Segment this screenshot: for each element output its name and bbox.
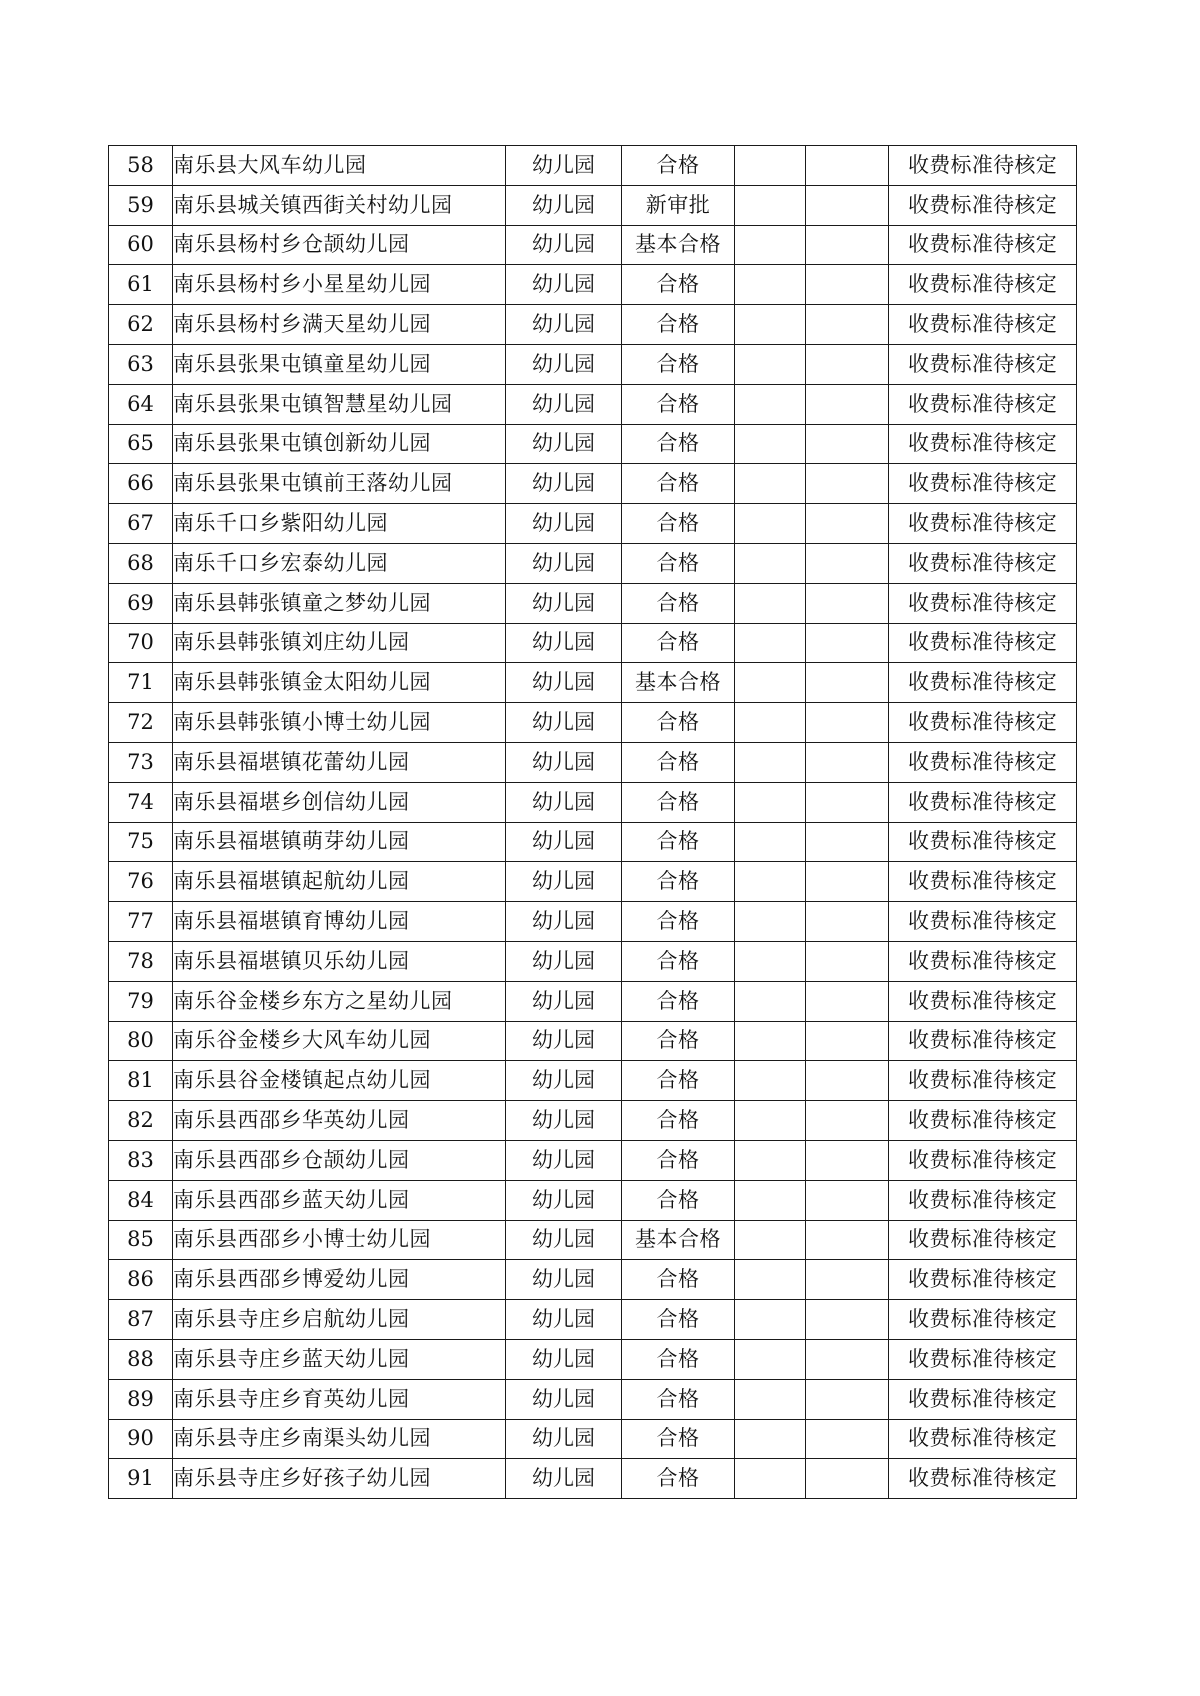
row-number: 90	[109, 1419, 173, 1459]
remark: 收费标准待核定	[889, 583, 1077, 623]
kindergarten-name: 南乐县西邵乡蓝天幼儿园	[173, 1180, 506, 1220]
institution-type: 幼儿园	[506, 623, 622, 663]
remark: 收费标准待核定	[889, 504, 1077, 544]
institution-type: 幼儿园	[506, 782, 622, 822]
institution-type: 幼儿园	[506, 504, 622, 544]
blank-cell	[735, 1260, 806, 1300]
inspection-result: 合格	[622, 1180, 735, 1220]
row-number: 58	[109, 146, 173, 186]
inspection-result: 合格	[622, 543, 735, 583]
kindergarten-name: 南乐县福堪镇萌芽幼儿园	[173, 822, 506, 862]
institution-type: 幼儿园	[506, 703, 622, 743]
inspection-result: 合格	[622, 1379, 735, 1419]
inspection-result: 合格	[622, 862, 735, 902]
remark: 收费标准待核定	[889, 1300, 1077, 1340]
institution-type: 幼儿园	[506, 1339, 622, 1379]
document-page	[108, 145, 1076, 1499]
blank-cell	[735, 265, 806, 305]
blank-cell	[735, 623, 806, 663]
row-number: 67	[109, 504, 173, 544]
blank-cell	[806, 1021, 889, 1061]
row-number: 78	[109, 941, 173, 981]
institution-type: 幼儿园	[506, 146, 622, 186]
inspection-result: 合格	[622, 1140, 735, 1180]
blank-cell	[806, 822, 889, 862]
table-row	[109, 305, 1077, 345]
blank-cell	[806, 862, 889, 902]
inspection-result: 合格	[622, 941, 735, 981]
remark: 收费标准待核定	[889, 1180, 1077, 1220]
blank-cell	[735, 1379, 806, 1419]
institution-type: 幼儿园	[506, 862, 622, 902]
kindergarten-name: 南乐县寺庄乡蓝天幼儿园	[173, 1339, 506, 1379]
blank-cell	[735, 305, 806, 345]
remark: 收费标准待核定	[889, 225, 1077, 265]
blank-cell	[806, 1061, 889, 1101]
row-number: 72	[109, 703, 173, 743]
inspection-result: 合格	[622, 902, 735, 942]
inspection-result: 合格	[622, 742, 735, 782]
blank-cell	[806, 782, 889, 822]
kindergarten-name: 南乐县大风车幼儿园	[173, 146, 506, 186]
table-row	[109, 464, 1077, 504]
kindergarten-name: 南乐谷金楼乡东方之星幼儿园	[173, 981, 506, 1021]
row-number: 82	[109, 1101, 173, 1141]
inspection-result: 合格	[622, 464, 735, 504]
kindergarten-name: 南乐县寺庄乡启航幼儿园	[173, 1300, 506, 1340]
remark: 收费标准待核定	[889, 822, 1077, 862]
institution-type: 幼儿园	[506, 1459, 622, 1499]
institution-type: 幼儿园	[506, 344, 622, 384]
kindergarten-name: 南乐千口乡紫阳幼儿园	[173, 504, 506, 544]
institution-type: 幼儿园	[506, 822, 622, 862]
table-row	[109, 504, 1077, 544]
table-row	[109, 1300, 1077, 1340]
kindergarten-name: 南乐县韩张镇刘庄幼儿园	[173, 623, 506, 663]
table-row	[109, 344, 1077, 384]
inspection-result: 合格	[622, 1021, 735, 1061]
blank-cell	[806, 504, 889, 544]
blank-cell	[806, 384, 889, 424]
institution-type: 幼儿园	[506, 543, 622, 583]
blank-cell	[806, 344, 889, 384]
kindergarten-name: 南乐县福堪镇花蕾幼儿园	[173, 742, 506, 782]
row-number: 79	[109, 981, 173, 1021]
remark: 收费标准待核定	[889, 1339, 1077, 1379]
remark: 收费标准待核定	[889, 1379, 1077, 1419]
row-number: 60	[109, 225, 173, 265]
institution-type: 幼儿园	[506, 305, 622, 345]
row-number: 89	[109, 1379, 173, 1419]
kindergarten-name: 南乐县张果屯镇创新幼儿园	[173, 424, 506, 464]
inspection-result: 合格	[622, 1300, 735, 1340]
table-row	[109, 146, 1077, 186]
remark: 收费标准待核定	[889, 981, 1077, 1021]
institution-type: 幼儿园	[506, 583, 622, 623]
row-number: 73	[109, 742, 173, 782]
blank-cell	[735, 1061, 806, 1101]
inspection-result: 合格	[622, 623, 735, 663]
institution-type: 幼儿园	[506, 1101, 622, 1141]
remark: 收费标准待核定	[889, 185, 1077, 225]
row-number: 70	[109, 623, 173, 663]
institution-type: 幼儿园	[506, 424, 622, 464]
table-row	[109, 1021, 1077, 1061]
inspection-result: 基本合格	[622, 663, 735, 703]
blank-cell	[735, 225, 806, 265]
blank-cell	[806, 1220, 889, 1260]
blank-cell	[735, 941, 806, 981]
remark: 收费标准待核定	[889, 464, 1077, 504]
table-row	[109, 742, 1077, 782]
remark: 收费标准待核定	[889, 782, 1077, 822]
blank-cell	[735, 424, 806, 464]
row-number: 91	[109, 1459, 173, 1499]
blank-cell	[806, 1260, 889, 1300]
blank-cell	[806, 902, 889, 942]
kindergarten-name: 南乐谷金楼乡大风车幼儿园	[173, 1021, 506, 1061]
row-number: 62	[109, 305, 173, 345]
blank-cell	[806, 1180, 889, 1220]
blank-cell	[735, 504, 806, 544]
blank-cell	[735, 583, 806, 623]
kindergarten-name: 南乐县西邵乡博爱幼儿园	[173, 1260, 506, 1300]
blank-cell	[735, 1339, 806, 1379]
row-number: 74	[109, 782, 173, 822]
row-number: 77	[109, 902, 173, 942]
kindergarten-name: 南乐千口乡宏泰幼儿园	[173, 543, 506, 583]
blank-cell	[735, 862, 806, 902]
row-number: 69	[109, 583, 173, 623]
row-number: 63	[109, 344, 173, 384]
institution-type: 幼儿园	[506, 225, 622, 265]
row-number: 84	[109, 1180, 173, 1220]
blank-cell	[735, 782, 806, 822]
remark: 收费标准待核定	[889, 623, 1077, 663]
blank-cell	[806, 703, 889, 743]
kindergarten-name: 南乐县西邵乡仓颉幼儿园	[173, 1140, 506, 1180]
table-row	[109, 225, 1077, 265]
table-row	[109, 543, 1077, 583]
inspection-result: 合格	[622, 504, 735, 544]
blank-cell	[735, 1021, 806, 1061]
row-number: 76	[109, 862, 173, 902]
kindergarten-name: 南乐县福堪镇起航幼儿园	[173, 862, 506, 902]
inspection-result: 合格	[622, 822, 735, 862]
blank-cell	[806, 663, 889, 703]
inspection-result: 合格	[622, 583, 735, 623]
remark: 收费标准待核定	[889, 146, 1077, 186]
row-number: 65	[109, 424, 173, 464]
blank-cell	[806, 981, 889, 1021]
remark: 收费标准待核定	[889, 703, 1077, 743]
inspection-result: 新审批	[622, 185, 735, 225]
remark: 收费标准待核定	[889, 1260, 1077, 1300]
blank-cell	[806, 1339, 889, 1379]
remark: 收费标准待核定	[889, 1419, 1077, 1459]
inspection-result: 合格	[622, 344, 735, 384]
blank-cell	[806, 941, 889, 981]
kindergarten-name: 南乐县福堪镇贝乐幼儿园	[173, 941, 506, 981]
blank-cell	[806, 464, 889, 504]
blank-cell	[735, 981, 806, 1021]
row-number: 88	[109, 1339, 173, 1379]
blank-cell	[806, 265, 889, 305]
blank-cell	[735, 185, 806, 225]
remark: 收费标准待核定	[889, 902, 1077, 942]
blank-cell	[806, 1300, 889, 1340]
remark: 收费标准待核定	[889, 1021, 1077, 1061]
inspection-result: 合格	[622, 305, 735, 345]
row-number: 71	[109, 663, 173, 703]
institution-type: 幼儿园	[506, 1419, 622, 1459]
remark: 收费标准待核定	[889, 941, 1077, 981]
remark: 收费标准待核定	[889, 1101, 1077, 1141]
table-row	[109, 981, 1077, 1021]
kindergarten-name: 南乐县张果屯镇童星幼儿园	[173, 344, 506, 384]
institution-type: 幼儿园	[506, 464, 622, 504]
table-row	[109, 1339, 1077, 1379]
remark: 收费标准待核定	[889, 424, 1077, 464]
institution-type: 幼儿园	[506, 902, 622, 942]
institution-type: 幼儿园	[506, 1220, 622, 1260]
blank-cell	[806, 543, 889, 583]
table-row	[109, 623, 1077, 663]
blank-cell	[735, 742, 806, 782]
row-number: 85	[109, 1220, 173, 1260]
institution-type: 幼儿园	[506, 1379, 622, 1419]
blank-cell	[735, 902, 806, 942]
kindergarten-name: 南乐县福堪乡创信幼儿园	[173, 782, 506, 822]
remark: 收费标准待核定	[889, 265, 1077, 305]
row-number: 83	[109, 1140, 173, 1180]
inspection-result: 合格	[622, 1101, 735, 1141]
blank-cell	[806, 1101, 889, 1141]
row-number: 75	[109, 822, 173, 862]
blank-cell	[735, 1180, 806, 1220]
table-row	[109, 1419, 1077, 1459]
institution-type: 幼儿园	[506, 981, 622, 1021]
blank-cell	[806, 1419, 889, 1459]
remark: 收费标准待核定	[889, 862, 1077, 902]
kindergarten-table	[108, 145, 1077, 1499]
table-row	[109, 583, 1077, 623]
blank-cell	[735, 822, 806, 862]
table-row	[109, 822, 1077, 862]
inspection-result: 基本合格	[622, 1220, 735, 1260]
remark: 收费标准待核定	[889, 1140, 1077, 1180]
table-row	[109, 265, 1077, 305]
table-row	[109, 1459, 1077, 1499]
kindergarten-name: 南乐县张果屯镇智慧星幼儿园	[173, 384, 506, 424]
inspection-result: 合格	[622, 384, 735, 424]
blank-cell	[735, 146, 806, 186]
table-row	[109, 902, 1077, 942]
institution-type: 幼儿园	[506, 1021, 622, 1061]
row-number: 80	[109, 1021, 173, 1061]
blank-cell	[735, 663, 806, 703]
inspection-result: 合格	[622, 1339, 735, 1379]
table-row	[109, 663, 1077, 703]
blank-cell	[806, 305, 889, 345]
kindergarten-name: 南乐县西邵乡小博士幼儿园	[173, 1220, 506, 1260]
blank-cell	[735, 1101, 806, 1141]
row-number: 81	[109, 1061, 173, 1101]
blank-cell	[806, 742, 889, 782]
inspection-result: 合格	[622, 782, 735, 822]
blank-cell	[806, 146, 889, 186]
table-row	[109, 862, 1077, 902]
institution-type: 幼儿园	[506, 1300, 622, 1340]
blank-cell	[735, 344, 806, 384]
blank-cell	[735, 543, 806, 583]
blank-cell	[806, 1379, 889, 1419]
blank-cell	[735, 703, 806, 743]
table-row	[109, 1220, 1077, 1260]
inspection-result: 合格	[622, 146, 735, 186]
blank-cell	[806, 623, 889, 663]
kindergarten-name: 南乐县福堪镇育博幼儿园	[173, 902, 506, 942]
kindergarten-name: 南乐县韩张镇金太阳幼儿园	[173, 663, 506, 703]
blank-cell	[806, 424, 889, 464]
kindergarten-name: 南乐县西邵乡华英幼儿园	[173, 1101, 506, 1141]
kindergarten-name: 南乐县韩张镇童之梦幼儿园	[173, 583, 506, 623]
institution-type: 幼儿园	[506, 185, 622, 225]
inspection-result: 合格	[622, 981, 735, 1021]
kindergarten-name: 南乐县韩张镇小博士幼儿园	[173, 703, 506, 743]
blank-cell	[806, 185, 889, 225]
row-number: 68	[109, 543, 173, 583]
kindergarten-name: 南乐县张果屯镇前王落幼儿园	[173, 464, 506, 504]
blank-cell	[806, 1459, 889, 1499]
inspection-result: 合格	[622, 1260, 735, 1300]
kindergarten-name: 南乐县杨村乡满天星幼儿园	[173, 305, 506, 345]
table-row	[109, 1180, 1077, 1220]
kindergarten-name: 南乐县杨村乡小星星幼儿园	[173, 265, 506, 305]
inspection-result: 合格	[622, 703, 735, 743]
remark: 收费标准待核定	[889, 543, 1077, 583]
table-row	[109, 185, 1077, 225]
blank-cell	[735, 1300, 806, 1340]
remark: 收费标准待核定	[889, 663, 1077, 703]
table-row	[109, 941, 1077, 981]
institution-type: 幼儿园	[506, 663, 622, 703]
kindergarten-name: 南乐县寺庄乡南渠头幼儿园	[173, 1419, 506, 1459]
remark: 收费标准待核定	[889, 384, 1077, 424]
inspection-result: 基本合格	[622, 225, 735, 265]
row-number: 66	[109, 464, 173, 504]
blank-cell	[735, 1220, 806, 1260]
table-row	[109, 703, 1077, 743]
blank-cell	[806, 583, 889, 623]
blank-cell	[735, 1459, 806, 1499]
table-row	[109, 1061, 1077, 1101]
row-number: 59	[109, 185, 173, 225]
table-row	[109, 384, 1077, 424]
institution-type: 幼儿园	[506, 1260, 622, 1300]
remark: 收费标准待核定	[889, 305, 1077, 345]
remark: 收费标准待核定	[889, 742, 1077, 782]
remark: 收费标准待核定	[889, 1220, 1077, 1260]
table-row	[109, 782, 1077, 822]
inspection-result: 合格	[622, 1459, 735, 1499]
remark: 收费标准待核定	[889, 1061, 1077, 1101]
blank-cell	[806, 1140, 889, 1180]
table-row	[109, 1260, 1077, 1300]
inspection-result: 合格	[622, 1419, 735, 1459]
blank-cell	[735, 1419, 806, 1459]
table-row	[109, 1101, 1077, 1141]
row-number: 86	[109, 1260, 173, 1300]
table-row	[109, 1140, 1077, 1180]
table-row	[109, 424, 1077, 464]
table-body	[109, 146, 1077, 1499]
kindergarten-name: 南乐县寺庄乡育英幼儿园	[173, 1379, 506, 1419]
institution-type: 幼儿园	[506, 1180, 622, 1220]
institution-type: 幼儿园	[506, 742, 622, 782]
kindergarten-name: 南乐县寺庄乡好孩子幼儿园	[173, 1459, 506, 1499]
row-number: 87	[109, 1300, 173, 1340]
institution-type: 幼儿园	[506, 1061, 622, 1101]
remark: 收费标准待核定	[889, 1459, 1077, 1499]
blank-cell	[806, 225, 889, 265]
table-row	[109, 1379, 1077, 1419]
kindergarten-name: 南乐县杨村乡仓颉幼儿园	[173, 225, 506, 265]
inspection-result: 合格	[622, 1061, 735, 1101]
institution-type: 幼儿园	[506, 265, 622, 305]
blank-cell	[735, 1140, 806, 1180]
institution-type: 幼儿园	[506, 941, 622, 981]
row-number: 61	[109, 265, 173, 305]
inspection-result: 合格	[622, 424, 735, 464]
blank-cell	[735, 384, 806, 424]
kindergarten-name: 南乐县谷金楼镇起点幼儿园	[173, 1061, 506, 1101]
kindergarten-name: 南乐县城关镇西街关村幼儿园	[173, 185, 506, 225]
institution-type: 幼儿园	[506, 384, 622, 424]
inspection-result: 合格	[622, 265, 735, 305]
institution-type: 幼儿园	[506, 1140, 622, 1180]
blank-cell	[735, 464, 806, 504]
remark: 收费标准待核定	[889, 344, 1077, 384]
row-number: 64	[109, 384, 173, 424]
